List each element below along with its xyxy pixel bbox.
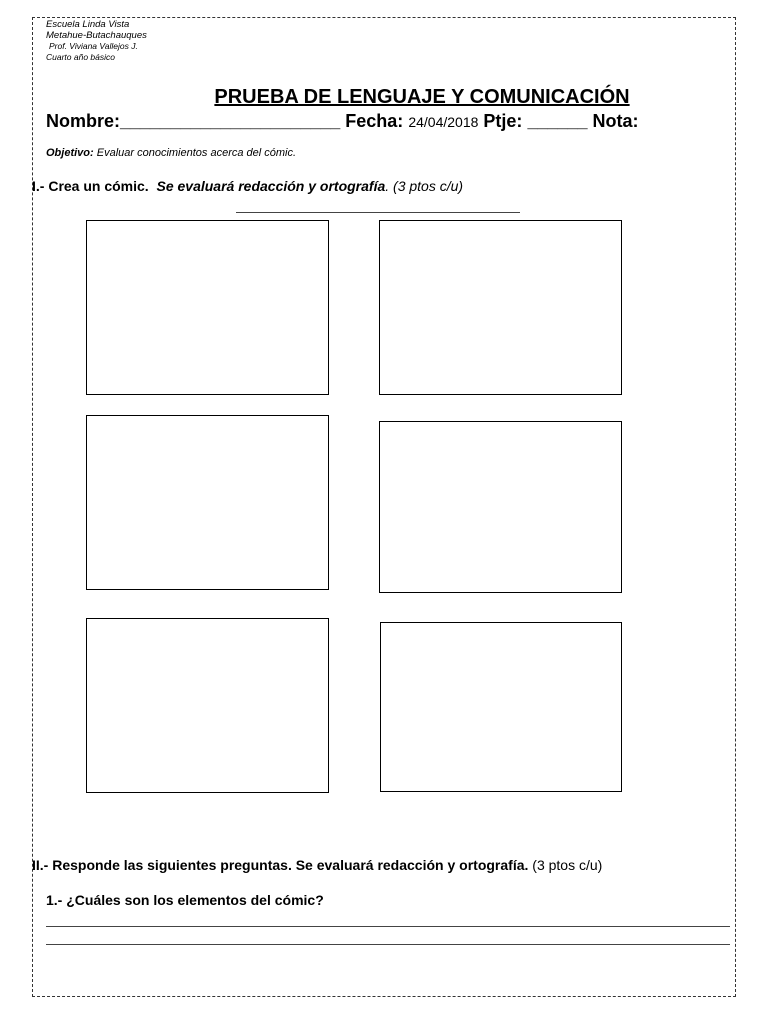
objective (46, 147, 296, 159)
comic-panel-3[interactable] (86, 415, 329, 590)
question-1: 1.- ¿Cuáles son los elementos del cómic? (46, 892, 324, 908)
school-name: Escuela Linda Vista (46, 19, 130, 30)
student-info-line (46, 111, 639, 132)
date-label: Fecha: (345, 111, 404, 131)
page-title: PRUEBA DE LENGUAJE Y COMUNICACIÓN (214, 86, 630, 108)
comic-panel-5[interactable] (86, 618, 329, 793)
grade-level: Cuarto año básico (46, 52, 115, 62)
section-1-heading (32, 178, 463, 194)
answer-line-1[interactable] (46, 926, 730, 927)
date-value: 24/04/2018 (408, 114, 479, 130)
name-label: Nombre: (46, 111, 121, 131)
section-1-instruction: Se evaluará redacción y ortografía (156, 178, 386, 194)
score-field[interactable]: ______ (527, 111, 588, 131)
comic-title-line[interactable] (236, 212, 520, 213)
answer-line-2[interactable] (46, 944, 730, 945)
school-header (46, 19, 147, 63)
comic-panel-6[interactable] (380, 622, 622, 792)
objective-text: Evaluar conocimientos acerca del cómic. (96, 147, 297, 159)
teacher-name: Prof. Viviana Vallejos J. (49, 41, 138, 51)
comic-panel-4[interactable] (379, 421, 622, 593)
section-2-heading (32, 857, 602, 873)
school-location: Metahue-Butachauques (46, 30, 147, 41)
section-2-title: II.- Responde las siguientes preguntas. Se evaluará redacción y ortografía. (32, 857, 529, 873)
objective-label: Objetivo: (46, 147, 94, 159)
grade-label: Nota: (592, 111, 639, 131)
score-label: Ptje: (483, 111, 523, 131)
comic-panel-1[interactable] (86, 220, 329, 395)
comic-panel-2[interactable] (379, 220, 622, 395)
section-1-title: I.- Crea un cómic. (32, 178, 149, 194)
section-2-points: (3 ptos c/u) (532, 857, 603, 873)
name-field[interactable]: ______________________ (120, 111, 341, 131)
section-1-points: . (3 ptos c/u) (385, 178, 464, 194)
